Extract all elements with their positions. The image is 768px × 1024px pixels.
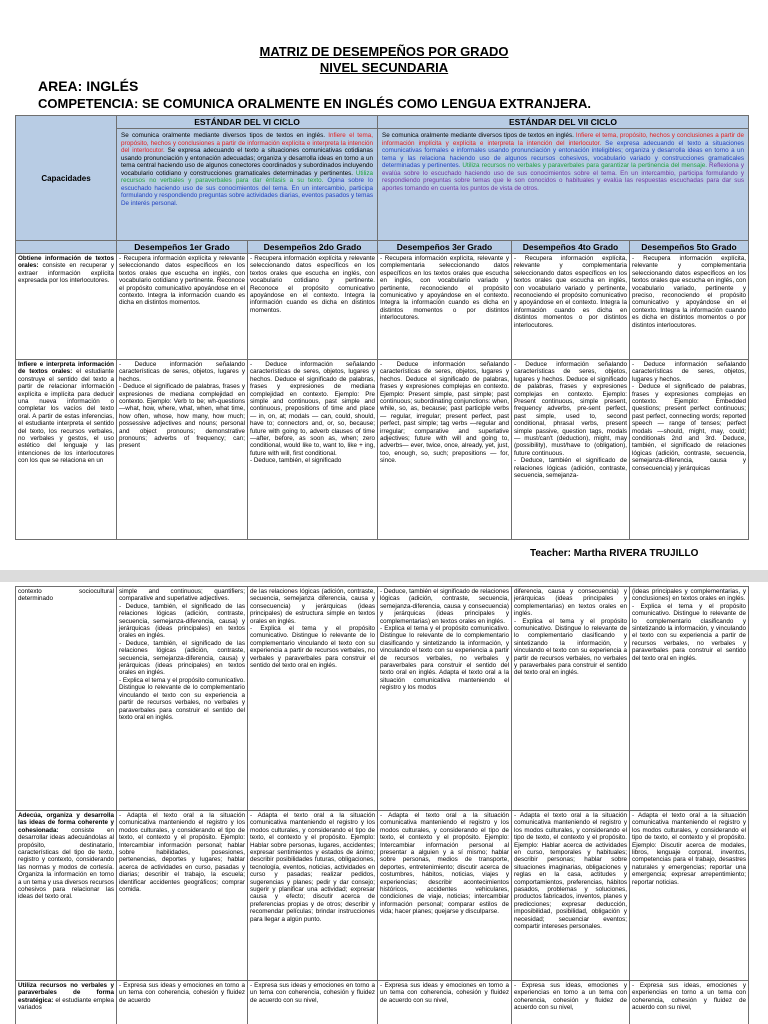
grade-header-empty bbox=[16, 241, 117, 254]
desempeno-cell: - Adapta el texto oral a la situación comunicativa manteniendo el registro y los modos culturales, y considerando el tipo de texto, el contexto y el propósito. Ejemplo: Hablar acerca de actividades en curso, temporales y habituales; describir personas; hablar sobre situaciones imaginarias, obligaciones y reglas en la casa, actitudes y comportamientos, preferencias, hábitos pasados, problemas y soluciones, productos fabricados, inventos, planes y predicciones; expresar deducción, imposibilidad, posibilidad, obligación y necesidad; secuenciar eventos; compartir intereses personales. bbox=[512, 811, 630, 981]
desempeno-cell: - Adapta el texto oral a la situación comunicativa manteniendo el registro y los modos culturales, y considerando el tipo de texto, el contexto y el propósito. Ejemplo: Intercambiar información personal al presentar a alguien y a sí mismo; hablar sobre personas, medios de transporte, deportes, entretenimiento; discutir acerca de costumbres, hábitos, noticias, viajes y experiencias; describir acontecimientos históricos, accidentes vehiculares, condiciones de viaje, noticias; intercambiar información personal; comparar estilos de vida; hacer planes; quejarse y disculparse. bbox=[378, 811, 512, 981]
teacher-name: Teacher: Martha RIVERA TRUJILLO bbox=[530, 548, 699, 559]
desempeno-cell: - Expresa sus ideas y emociones en torno a un tema con coherencia, cohesión y fluidez de acuerdo bbox=[117, 981, 248, 1024]
desempeno-cell: - Recupera información explícita, relevante y complementaria seleccionando datos específicos en los textos orales que escucha en inglés, con vocabulario variado, pertinente y preciso, reconociendo el propósito comunicativo y apoyándose en el contexto. Integra la información cuando es dicha en distintos momentos o por distintos interlocutores. bbox=[630, 254, 749, 360]
desempeno-cell: de las relaciones lógicas (adición, contraste, secuencia, semejanza diferencia, causa y consecuencia) y jerárquicas (ideas principales) de estructura simple en textos orales en inglés. - Explica el tema y el propósito comunicativo. Distingue lo relevante de lo complementario vinculando el texto con su experiencia a partir de recursos verbales, no verbales y paraverbales para construir el sentido del texto oral en inglés. bbox=[248, 587, 378, 811]
desempeno-cell: - Deduce información señalando características de seres, objetos, lugares y hechos. - Deduce el significado de palabras, frases y expresiones de mediana complejidad en contexto. Ejemplo: Verb to be; wh-questions —what, how, where, what, when, what time, how often, whose, how many, how much; possessive adjectives and nouns; personal and object pronouns; demonstrative pronouns; adverbs of frequency; can; present bbox=[117, 360, 248, 540]
desempeno-cell: - Recupera información explícita, relevante y complementaria seleccionando datos específicos en los textos orales que escucha en inglés, con vocabulario variado y pertinente, reconociendo el propósito comunicativo y apoyándose en el contexto. Integra la información cuando es dicha en distintos momentos o por distintos interlocutores. bbox=[512, 254, 630, 360]
desempeno-cell: - Recupera información explícita y relevante seleccionando datos específicos en los textos orales que escucha en inglés, con vocabulario cotidiano y pertinente. Reconoce el propósito comunicativo apoyándose en el contexto. Integra la información cuando es dicha en distintos momentos. bbox=[117, 254, 248, 360]
grade-header-5: Desempeños 5to Grado bbox=[630, 241, 749, 254]
estandar-vii-header: ESTÁNDAR DEL VII CICLO bbox=[378, 116, 749, 129]
capacidad-adecua-organiza: Adecúa, organiza y desarrolla las ideas de forma coherente y cohesionada: consiste en desarrollar ideas adecuándolas al propósito, destinatario, características del tipo de texto, registro y contexto, considerando las normas y modos de cortesía. Organiza la información en torno a un tema y usa diversos recursos cohesivos para relacionar las ideas del texto oral. bbox=[16, 811, 117, 981]
capacidad-obtiene-informacion: Obtiene información de textos orales: consiste en recuperar y extraer información explícita expresada por los interlocutores. bbox=[16, 254, 117, 360]
desempeno-cell: - Adapta el texto oral a la situación comunicativa manteniendo el registro y los modos culturales, y considerando el tipo de texto, el contexto y el propósito. Ejemplo: Intercambiar información personal; hablar sobre habilidades, posesiones, pertenencias, deportes y lugares; hablar acerca de actividades en curso, pasadas y diarias; describir el trabajo, la escuela; identificar accidentes geográficos; comprar comida. bbox=[117, 811, 248, 981]
desempeno-cell: - Deduce información señalando características de seres, objetos, lugares y hechos. Deduce el significado de palabras, frases y expresiones complejas en contexto. Ejemplo: Present continuous, simple present, frequency adverbs, pre-sent perfect, past simple, used to, second conditional, phrasal verbs, present simple passive, question tags, modals — must/can't (deduction), might, may (possibility), must/have to (obligation), future continuous. - Deduce, también el significado de relaciones lógicas (adición, contraste, secuencia, semejanza- bbox=[512, 360, 630, 540]
capacidad-continued: contexto sociocultural determinado bbox=[16, 587, 117, 811]
desempeno-cell: - Adapta el texto oral a la situación comunicativa manteniendo el registro y los modos culturales, y considerando el tipo de texto, el contexto y el propósito. Ejemplo: Hablar sobre personas, lugares, accidentes; expresar sentimientos y estados de ánimo; describir posibilidades futuras, obligaciones, tecnología, eventos, noticias, actividades en curso y pasadas; realizar pedidos, sugerencias y planes; pedir y dar consejo; sugerir y planificar una actividad; expresar causa y efecto; discutir acerca de preferencias propias y de otros; describir y recomendar películas; brindar instrucciones para llegar a algún punto. bbox=[248, 811, 378, 981]
grade-header-4: Desempeños 4to Grado bbox=[512, 241, 630, 254]
desempeno-cell: - Expresa sus ideas y emociones en torno a un tema con coherencia, cohesión y fluidez de acuerdo con su nivel, bbox=[248, 981, 378, 1024]
desempeno-cell: - Recupera información explícita y relevante seleccionando datos específicos en los textos orales que escucha en inglés, con vocabulario cotidiano y pertinente. Reconoce el propósito comunicativo apoyándose en el contexto. Integra la información cuando es dicha en distintos momentos. bbox=[248, 254, 378, 360]
competencia-heading: COMPETENCIA: SE COMUNICA ORALMENTE EN INGLÉS COMO LENGUA EXTRANJERA. bbox=[38, 96, 592, 111]
desempeno-cell: - Deduce información señalando características de seres, objetos, lugares y hechos. - Deduce el significado de palabras, frases y expresiones complejas en contexto. Ejemplo: Embedded questions; present perfect continuous; past perfect, connecting words; reported speech — range of tenses; perfect modals —should, might, may, could; conditionals 2nd and 3rd. Deduce, también, el significado de relaciones lógicas (adición, contraste, secuencia, semejanza-diferencia, causa y consecuencia) y jerárquicas bbox=[630, 360, 749, 540]
desempeno-cell: - Expresa sus ideas y emociones en torno a un tema con coherencia, cohesión y fluidez de acuerdo con su nivel, bbox=[378, 981, 512, 1024]
estandar-vi-header: ESTÁNDAR DEL VI CICLO bbox=[117, 116, 378, 129]
desempeno-cell: diferencia, causa y consecuencia) y jerárquicas (ideas principales y complementarias) en textos orales en inglés. - Explica el tema y el propósito comunicativo. Distingue lo relevante de lo complementario clasificando y sintetizando la información, y vinculando el texto con su experiencia a partir de recursos verbales, no verbales y paraverbales para construir el sentido del texto oral en inglés. bbox=[512, 587, 630, 811]
desempeno-cell: - Adapta el texto oral a la situación comunicativa manteniendo el registro y los modos culturales, y considerando el tipo de texto, el contexto y el propósito. Ejemplo: Discutir acerca de modales, libros, lenguaje corporal, inventos, competencias para el trabajo, desastres naturales y emergencias; reportar una emergencia; expresar arrepentimiento; reportar noticias. bbox=[630, 811, 749, 981]
desempeno-cell: simple and continuous; quantifiers; comparative and superlative adjectives. - Deduce, también, el significado de las relaciones lógicas (adición, contraste, secuencia, semejanza-diferencia, causa) y jerárquicas (ideas principales) en textos orales en inglés. - Deduce, también, el significado de las relaciones lógicas (adición, contraste, secuencia, semejanza-diferencia, causa) y jerárquicas (ideas principales) en textos orales en inglés. - Explica el tema y el propósito comunicativo. Distingue lo relevante de lo complementario vinculando el texto con su experiencia a partir de recursos verbales, no verbales y paraverbales para construir el sentido del texto oral en inglés. bbox=[117, 587, 248, 811]
capacidad-utiliza-recursos: Utiliza recursos no verbales y paraverbales de forma estratégica: el estudiante emplea variados bbox=[16, 981, 117, 1024]
document-title: MATRIZ DE DESEMPEÑOS POR GRADO bbox=[259, 44, 509, 59]
desempenos-table-continued bbox=[15, 586, 749, 1024]
area-heading: AREA: INGLÉS bbox=[38, 78, 139, 94]
desempenos-table bbox=[15, 115, 749, 540]
document-page-2 bbox=[0, 582, 768, 1024]
grade-header-1: Desempeños 1er Grado bbox=[117, 241, 248, 254]
desempeno-cell: - Deduce información señalando características de seres, objetos, lugares y hechos. Deduce el significado de palabras, frases y expresiones complejas en contexto. Ejemplo: Present simple, past simple; past continuous; subordinating conjunctions: when, while, so, as, because; past participle verbs — regular, irregular; present perfect, past perfect, past simple; tag verbs —regular and irregular; comparative and superlative adjectives; future with will and going to, adverbs— ever, twice, once, already, yet, just, too, enough, so, such; prepositions — for, since. bbox=[378, 360, 512, 540]
desempeno-cell: (ideas principales y complementarias, y conclusiones) en textos orales en inglés. - Explica el tema y el propósito comunicativo. Distingue lo relevante de lo complementario clasificando y sintetizando la información, y vinculando el texto con su experiencia a partir de recursos verbales, no verbales y paraverbales para construir el sentido del texto oral en inglés. bbox=[630, 587, 749, 811]
desempeno-cell: - Deduce información señalando características de seres, objetos, lugares y hechos. Deduce el significado de palabras, frases y expresiones de mediana complejidad en contexto. Ejemplo: Pre simple and continuous, past simple and continuous, prepositions of time and place — in, on, at; modals — can, could, should, have to; connectors and, or, so, because; future with going to, adverb clauses of time —after, before, as soon as, when; zero conditional, would like to, want to, like + ing, future with will, first conditional. - Deduce, también, el significado bbox=[248, 360, 378, 540]
capacidades-header: Capacidades bbox=[16, 116, 117, 241]
document-subtitle: NIVEL SECUNDARIA bbox=[319, 60, 449, 75]
grade-header-2: Desempeños 2do Grado bbox=[248, 241, 378, 254]
estandar-vii-text: Se comunica oralmente mediante diversos tipos de textos en inglés. Infiere el tema, propósito, hechos y conclusiones a partir de información implícita y explícita e interpreta la intención del interlocutor. Se expresa adecuando el texto a situaciones comunicativas formales e informales usando pronunciación y entonación inteligibles; organiza y desarrolla ideas en torno a un tema y las relaciona haciendo uso de algunos recursos cohesivos, vocabulario variado y construcciones gramaticales determinadas y pertinentes. Utiliza recursos no verbales y paraverbales para garantizar la pertinencia del mensaje. Reflexiona y evalúa sobre lo escuchado haciendo uso de sus conocimientos sobre el tema. En un intercambio, participa formulando y respondiendo preguntas sobre temas que le son conocidos o habituales y evalúa las respuestas escuchadas para dar sus aportes tomando en cuenta los puntos de vista de otros. bbox=[378, 129, 749, 241]
desempeno-cell: - Expresa sus ideas, emociones y experiencias en torno a un tema con coherencia, cohesión y fluidez de acuerdo con su nivel, bbox=[512, 981, 630, 1024]
desempeno-cell: - Deduce, también el significado de relaciones lógicas (adición, contraste, secuencia, semejanza-diferencia, causa y consecuencia) y jerárquicas (ideas principales y complementarias) en textos orales en inglés. - Explica el tema y el propósito comunicativo. Distingue lo relevante de lo complementario clasificando y sintetizando la información, y vinculando el texto con su experiencia a partir de recursos verbales, no verbales y paraverbales para construir el sentido del texto oral en inglés. Adapta el texto oral a la situación comunicativa manteniendo el registro y los modos bbox=[378, 587, 512, 811]
desempeno-cell: - Expresa sus ideas, emociones y experiencias en torno a un tema con coherencia, cohesión y fluidez de acuerdo con su nivel, bbox=[630, 981, 749, 1024]
grade-header-3: Desempeños 3er Grado bbox=[378, 241, 512, 254]
estandar-vi-text: Se comunica oralmente mediante diversos tipos de textos en inglés. Infiere el tema, propósito, hechos y conclusiones a partir de información explícita e interpreta la intención del interlocutor. Se expresa adecuando el texto a situaciones comunicativas cotidianas usando pronunciación y entonación adecuadas; organiza y desarrolla ideas en torno a un tema central haciendo uso de algunos conectores coordinados y subordinados incluyendo vocabulario cotidiano y construcciones gramaticales determinadas y pertinentes. Utiliza recursos no verbales y paraverbales para dar énfasis a su texto. Opina sobre lo escuchado haciendo uso de sus conocimientos del tema. En un intercambio, participa formulando y respondiendo preguntas sobre actividades diarias, eventos pasados y temas De interés personal. bbox=[117, 129, 378, 241]
desempeno-cell: - Recupera información explícita, relevante y complementaria seleccionando datos específicos en los textos orales que escucha en inglés, con vocabulario variado y pertinente, reconociendo el propósito comunicativo y apoyándose en el contexto. Integra la información cuando es dicha en distintos momentos o por distintos interlocutores. bbox=[378, 254, 512, 360]
capacidad-infiere-interpreta: Infiere e interpreta información de textos orales: el estudiante construye el sentido del texto a partir de relacionar información explícita e implícita para deducir una nueva información o completar los vacíos del texto oral. A partir de estas inferencias, el estudiante interpreta el sentido del texto, los recursos verbales, no verbales y gestos, el uso estético del lenguaje y las intenciones de los interlocutores con los que se relaciona en un bbox=[16, 360, 117, 540]
